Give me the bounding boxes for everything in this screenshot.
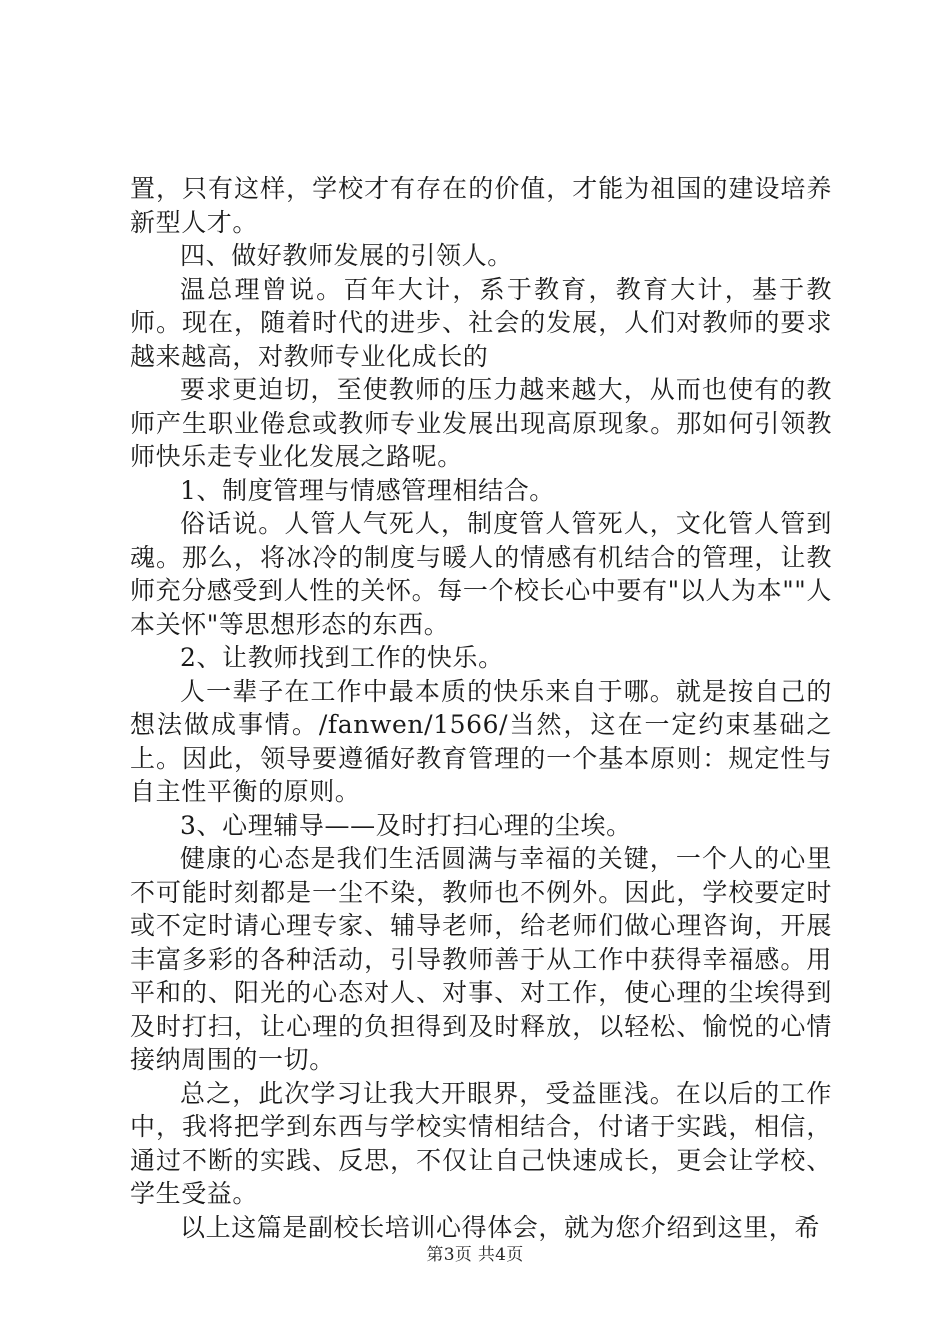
paragraph: 以上这篇是副校长培训心得体会，就为您介绍到这里，希 [180, 1212, 821, 1242]
paragraph: 要求更迫切，至使教师的压力越来越大，从而也使有的教师产生职业倦怠或教师专业发展出现高原现象。那如何引领教师快乐走专业化发展之路呢。 [130, 375, 832, 471]
paragraph: 置，只有这样，学校才有存在的价值，才能为祖国的建设培养新型人才。 [130, 174, 832, 237]
subsection-heading: 3、心理辅导——及时打扫心理的尘埃。 [180, 810, 632, 840]
page-footer: 第3页 共4页 [426, 1245, 524, 1265]
section-heading: 四、做好教师发展的引领人。 [180, 241, 513, 270]
paragraph: 温总理曾说。百年大计，系于教育，教育大计，基于教师。现在，随着时代的进步、社会的发展，人们对教师的要求越来越高，对教师专业化成长的 [130, 274, 832, 371]
document-body [130, 172, 832, 1244]
paragraph: 总之，此次学习让我大开眼界，受益匪浅。在以后的工作中，我将把学到东西与学校实情相结合，付诸于实践，相信，通过不断的实践、反思，不仅让自己快速成长，更会让学校、学生受益。 [130, 1078, 832, 1208]
subsection-heading: 2、让教师找到工作的快乐。 [180, 643, 504, 672]
paragraph: 俗话说。人管人气死人，制度管人管死人，文化管人管到魂。那么，将冰冷的制度与暖人的情感有机结合的管理，让教师充分感受到人性的关怀。每一个校长心中要有"以人为本""人本关怀"等思想形态的东西。 [130, 509, 832, 639]
paragraph: 健康的心态是我们生活圆满与幸福的关键，一个人的心里不可能时刻都是一尘不染，教师也不例外。因此，学校要定时或不定时请心理专家、辅导老师，给老师们做心理咨询，开展丰富多彩的各种活动，引导教师善于从工作中获得幸福感。用平和的、阳光的心态对人、对事、对工作，使心理的尘埃得到及时打扫，让心理的负担得到及时释放，以轻松、愉悦的心情接纳周围的一切。 [130, 844, 832, 1074]
paragraph: 人一辈子在工作中最本质的快乐来自于哪。就是按自己的想法做成事情。/fanwen/1566/当然，这在一定约束基础之上。因此，领导要遵循好教育管理的一个基本原则：规定性与自主性平衡的原则。 [130, 676, 832, 806]
subsection-heading: 1、制度管理与情感管理相结合。 [180, 475, 555, 505]
